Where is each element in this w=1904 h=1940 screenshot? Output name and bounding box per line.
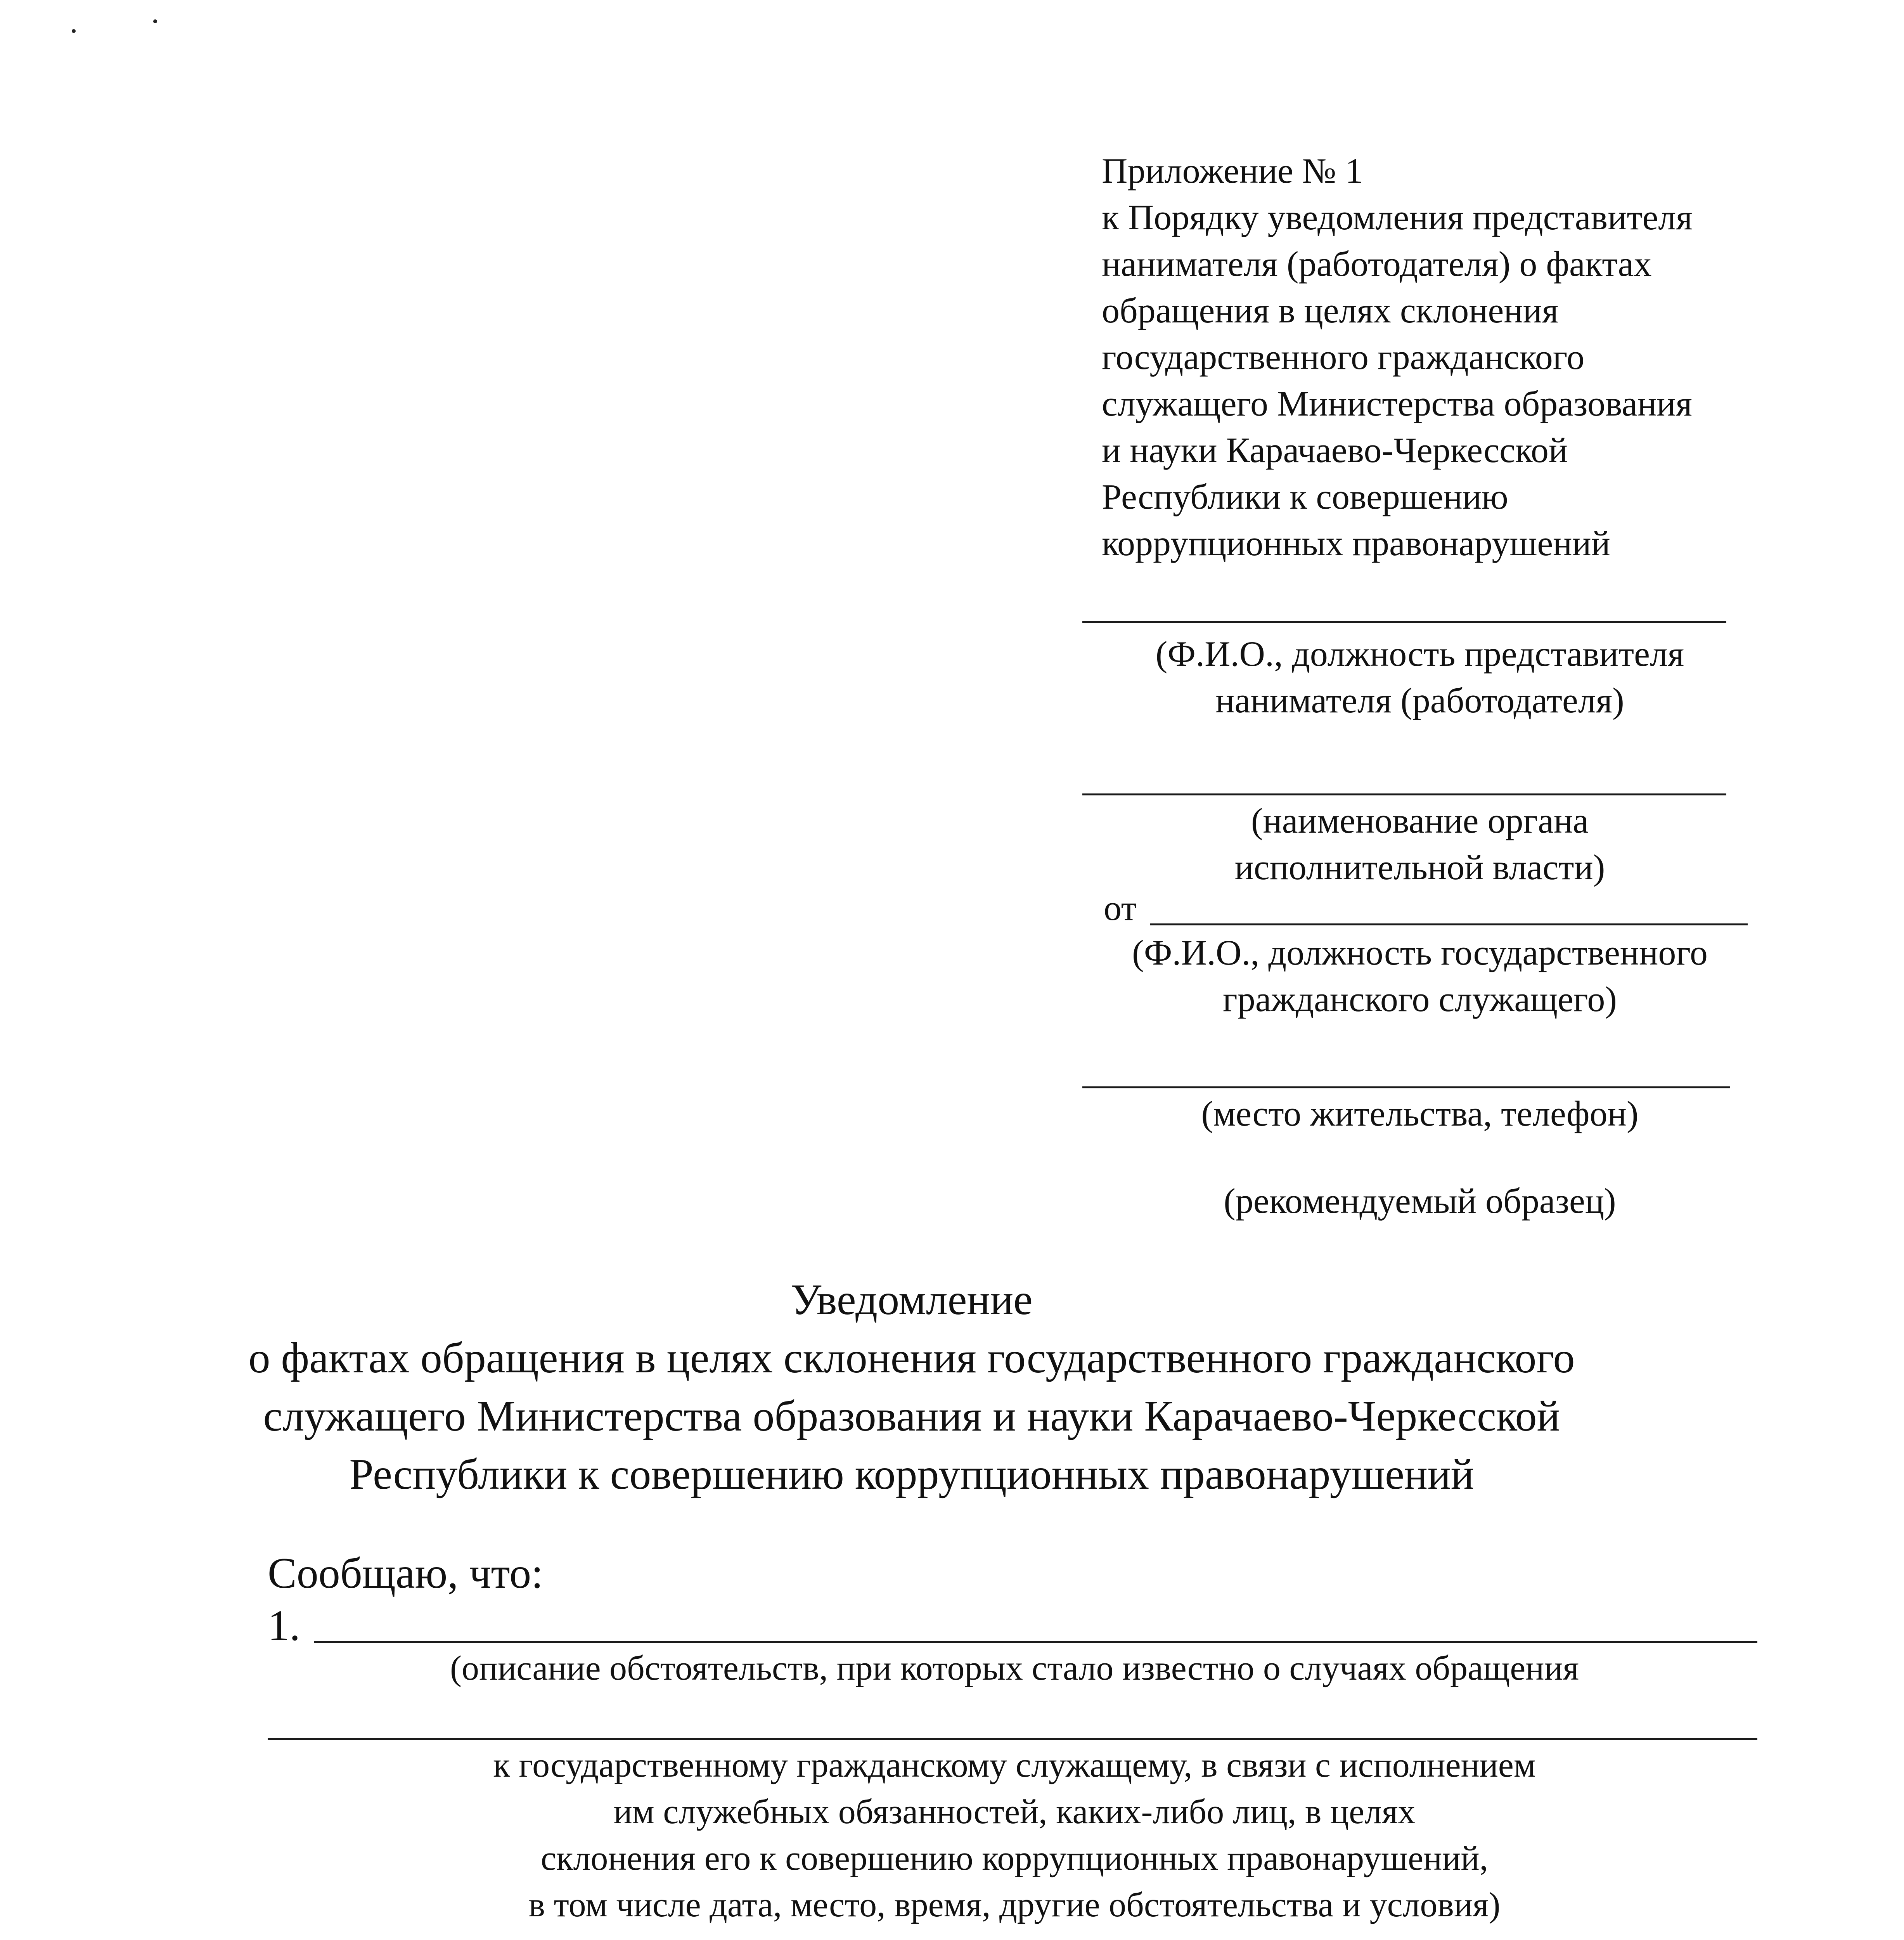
title-line: Республики к совершению коррупционных правонарушений: [349, 1450, 1474, 1498]
annex-line: коррупционных правонарушений: [1102, 523, 1610, 563]
item1-caption-first: (описание обстоятельств, при которых стало известно о случаях обращения: [450, 1649, 1579, 1687]
servant-name-line[interactable]: [1150, 923, 1748, 925]
residence-caption: (место жительства, телефон): [1201, 1094, 1639, 1133]
authority-name-line[interactable]: [1082, 793, 1726, 795]
item1-number: 1.: [268, 1602, 300, 1650]
annex-line: государственного гражданского: [1102, 337, 1585, 377]
annex-title: Приложение № 1: [1102, 151, 1363, 191]
scan-speck: [153, 19, 157, 23]
annex-line: служащего Министерства образования: [1102, 384, 1692, 423]
annex-line: Республики к совершению: [1102, 477, 1508, 516]
title-heading: Уведомление: [790, 1276, 1033, 1324]
residence-line[interactable]: [1082, 1086, 1730, 1088]
title-line: служащего Министерства образования и науки Карачаево-Черкесской: [263, 1392, 1560, 1440]
item1-input-line[interactable]: [314, 1641, 1757, 1643]
from-label: от: [1104, 888, 1137, 928]
item1-input-line[interactable]: [268, 1738, 1757, 1740]
annex-line: и науки Карачаево-Черкесской: [1102, 430, 1568, 470]
title-line: о фактах обращения в целях склонения государственного гражданского: [248, 1334, 1575, 1382]
representative-name-line[interactable]: [1082, 621, 1726, 623]
annex-line: обращения в целях склонения: [1102, 291, 1559, 330]
document-title: [233, 1271, 1591, 1504]
servant-caption: (Ф.И.О., должность государственного гражданского служащего): [1132, 933, 1708, 1019]
annex-line: к Порядку уведомления представителя: [1102, 197, 1693, 237]
body-intro: Сообщаю, что:: [268, 1549, 544, 1597]
annex-header: [1102, 147, 1693, 566]
representative-caption: (Ф.И.О., должность представителя нанимателя (работодателя): [1155, 634, 1684, 720]
annex-line: нанимателя (работодателя) о фактах: [1102, 244, 1652, 284]
scan-speck: [72, 29, 76, 33]
item1-caption-rest: к государственному гражданскому служащему, в связи с исполнением им служебных обязанностей, каких-либо лиц, в целях склонения его к совершению коррупционных правонарушений, в том числе дата, место, время, другие обстоятельства и условия): [493, 1746, 1536, 1924]
authority-caption: (наименование органа исполнительной власти): [1234, 801, 1605, 887]
sample-note: (рекомендуемый образец): [1224, 1181, 1616, 1221]
